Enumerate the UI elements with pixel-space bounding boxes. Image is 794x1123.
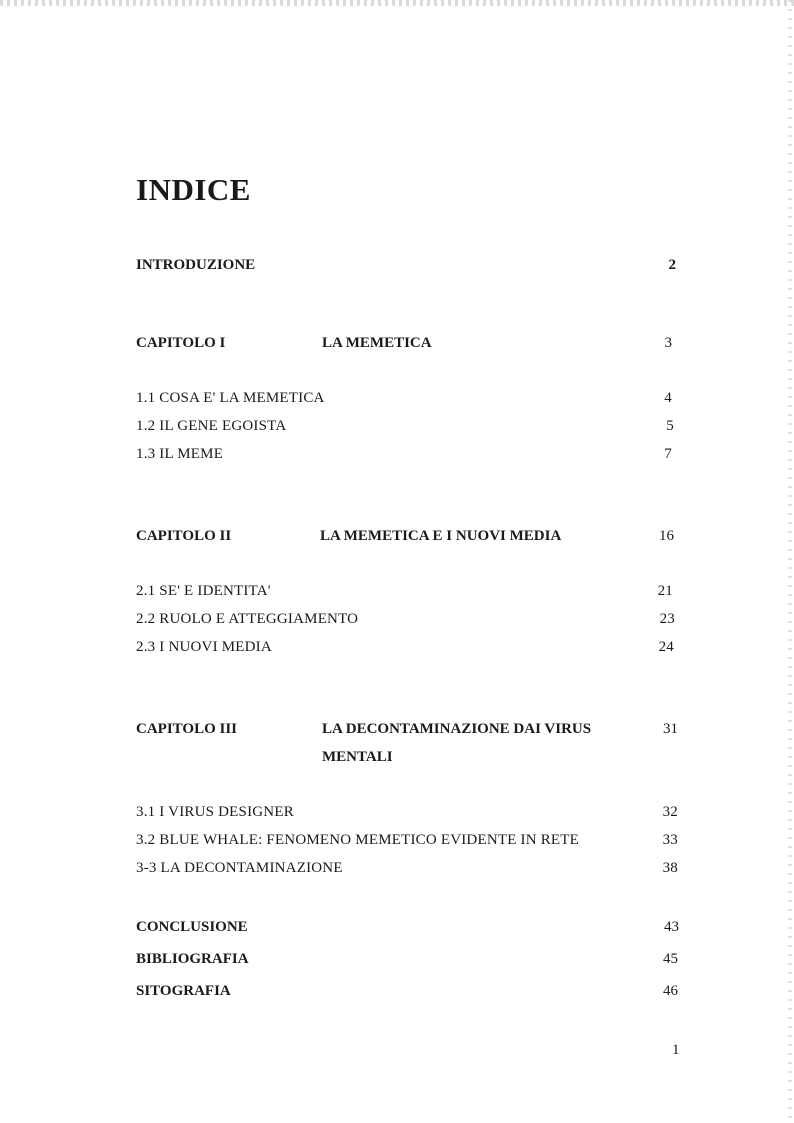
toc-section-label: 2.2 RUOLO E ATTEGGIAMENTO	[136, 611, 359, 627]
toc-entry-page: 43	[664, 919, 679, 935]
toc-chapter-title-line2: MENTALI	[322, 749, 393, 765]
toc-entry-page: 46	[663, 983, 678, 999]
toc-section-page: 5	[666, 418, 674, 434]
toc-section-1-1[interactable]	[0, 387, 794, 409]
page-title: INDICE	[136, 172, 251, 207]
toc-section-label: 2.3 I NUOVI MEDIA	[136, 639, 272, 655]
toc-chapter-3-continued	[0, 746, 794, 768]
toc-section-page: 33	[662, 832, 678, 848]
toc-section-label: 2.1 SE' E IDENTITA'	[136, 583, 271, 599]
toc-section-page: 38	[662, 860, 678, 876]
toc-entry-bibliografia[interactable]	[0, 948, 794, 970]
toc-entry-label: CONCLUSIONE	[136, 919, 248, 935]
toc-chapter-title-line1: LA DECONTAMINAZIONE DAI VIRUS	[322, 721, 592, 737]
toc-section-page: 4	[664, 390, 672, 406]
toc-entry-page: 45	[663, 951, 678, 967]
toc-section-2-1[interactable]	[0, 580, 794, 602]
toc-chapter-title: LA MEMETICA	[322, 335, 432, 351]
toc-chapter-1[interactable]	[0, 332, 794, 354]
toc-chapter-page: 16	[659, 528, 674, 544]
toc-section-3-3[interactable]	[0, 857, 794, 879]
toc-chapter-label: CAPITOLO I	[136, 335, 226, 351]
toc-entry-label: BIBLIOGRAFIA	[136, 951, 249, 967]
toc-section-page: 23	[659, 611, 675, 627]
toc-entry-sitografia[interactable]	[0, 980, 794, 1002]
toc-chapter-label: CAPITOLO II	[136, 528, 232, 544]
toc-section-1-2[interactable]	[0, 415, 794, 437]
toc-section-page: 21	[657, 583, 673, 599]
toc-chapter-label: CAPITOLO III	[136, 721, 238, 737]
toc-section-label: 1.3 IL MEME	[136, 446, 224, 462]
toc-entry-label: INTRODUZIONE	[136, 257, 256, 273]
toc-section-page: 32	[662, 804, 678, 820]
toc-section-label: 3.2 BLUE WHALE: FENOMENO MEMETICO EVIDENTE IN RETE	[136, 832, 580, 848]
toc-section-page: 7	[664, 446, 672, 462]
toc-chapter-3[interactable]	[0, 718, 794, 740]
toc-section-label: 1.2 IL GENE EGOISTA	[136, 418, 287, 434]
toc-section-page: 24	[658, 639, 674, 655]
toc-section-2-3[interactable]	[0, 636, 794, 658]
toc-chapter-title: LA MEMETICA E I NUOVI MEDIA	[320, 528, 562, 544]
toc-section-1-3[interactable]	[0, 443, 794, 465]
toc-entry-conclusione[interactable]	[0, 916, 794, 938]
toc-chapter-page: 3	[664, 335, 672, 351]
toc-section-3-2[interactable]	[0, 829, 794, 851]
toc-section-3-1[interactable]	[0, 801, 794, 823]
toc-entry-introduzione[interactable]	[0, 254, 794, 276]
toc-section-label: 1.1 COSA E' LA MEMETICA	[136, 390, 325, 406]
toc-section-label: 3-3 LA DECONTAMINAZIONE	[136, 860, 343, 876]
toc-entry-label: SITOGRAFIA	[136, 983, 231, 999]
scan-edge-top	[0, 0, 794, 6]
toc-section-label: 3.1 I VIRUS DESIGNER	[136, 804, 294, 820]
toc-chapter-page: 31	[663, 721, 678, 737]
page-number: 1	[672, 1042, 680, 1058]
toc-entry-page: 2	[668, 257, 676, 273]
toc-chapter-2[interactable]	[0, 525, 794, 547]
toc-section-2-2[interactable]	[0, 608, 794, 630]
